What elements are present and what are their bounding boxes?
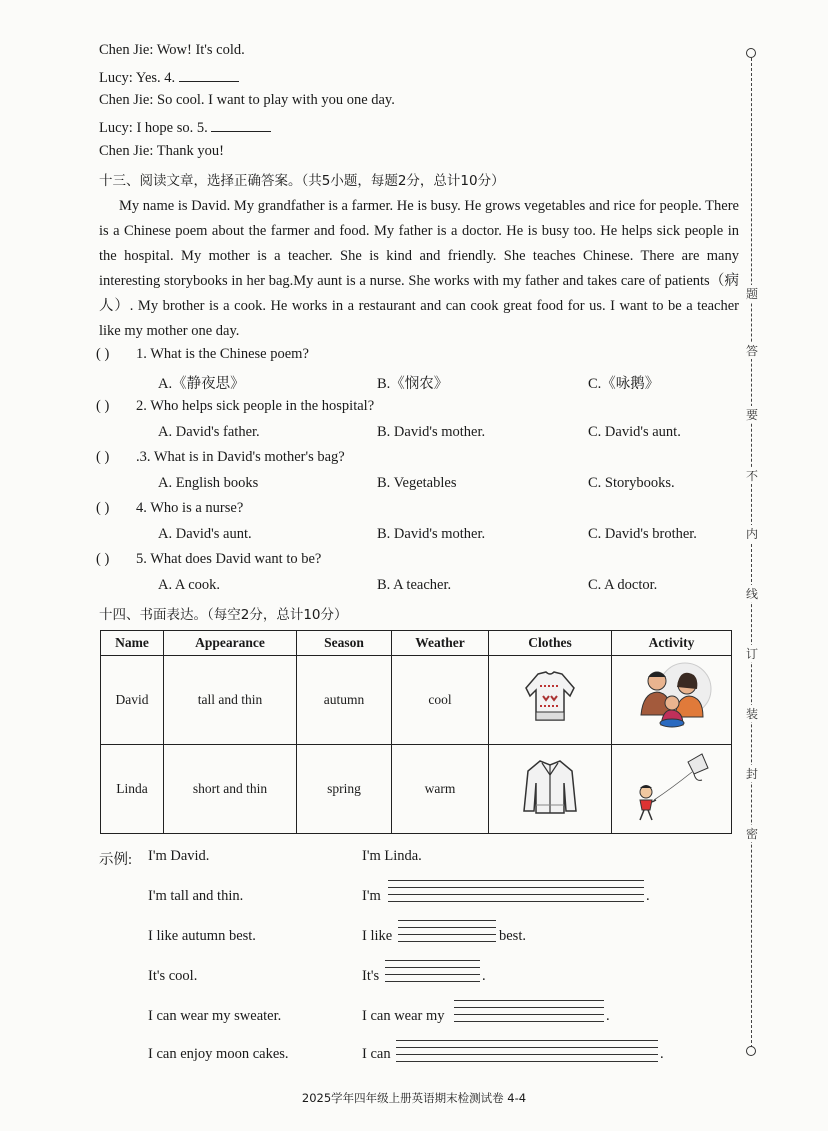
option-b: B. A teacher. <box>377 577 452 593</box>
cell-clothes <box>489 656 612 745</box>
question-text: 1. What is the Chinese poem? <box>136 346 309 362</box>
linda-suffix: . <box>482 968 486 984</box>
option-c: C. David's aunt. <box>588 424 681 440</box>
margin-char: 订 <box>742 645 762 662</box>
dialogue-line-1: Chen Jie: Wow! It's cold. <box>99 42 245 58</box>
question-text: 5. What does David want to be? <box>136 551 322 567</box>
cell-weather: cool <box>392 656 489 745</box>
cell-appearance: short and thin <box>164 745 297 834</box>
answer-paren[interactable]: ( ) <box>96 551 110 567</box>
margin-char: 要 <box>742 406 762 423</box>
section-13-title: 十三、阅读文章，选择正确答案。（共5小题，每题2分，总计10分） <box>99 173 505 189</box>
question-4 <box>96 500 243 517</box>
cell-activity <box>612 745 732 834</box>
answer-blank-4[interactable] <box>179 67 239 82</box>
page-footer: 2025学年四年级上册英语期末检测试卷 4-4 <box>301 1091 527 1105</box>
example-sentence: I like autumn best. <box>148 928 256 944</box>
example-sentence: I can enjoy moon cakes. <box>148 1046 289 1062</box>
dialogue-line-4: Lucy: I hope so. 5. <box>99 117 271 137</box>
question-text: 2. Who helps sick people in the hospital? <box>136 398 375 414</box>
dialogue-line-2: Lucy: Yes. 4. <box>99 67 239 87</box>
dialogue-line-3: Chen Jie: So cool. I want to play with you one day. <box>99 92 395 108</box>
linda-suffix: . <box>646 888 650 904</box>
table-row <box>101 656 732 745</box>
linda-sentence: I can wear my <box>362 1008 445 1024</box>
option-c: C. A doctor. <box>588 577 658 593</box>
option-a: A.《静夜思》 <box>158 376 245 392</box>
question-1 <box>96 346 309 363</box>
table-header: Weather <box>392 631 489 656</box>
linda-sentence: I'm <box>362 888 381 904</box>
margin-char: 线 <box>742 585 762 602</box>
question-text: .3. What is in David's mother's bag? <box>136 449 345 465</box>
linda-sentence: I can <box>362 1046 391 1062</box>
cell-name: Linda <box>101 745 164 834</box>
option-c: C. David's brother. <box>588 526 697 542</box>
linda-suffix: . <box>660 1046 664 1062</box>
cell-season: spring <box>297 745 392 834</box>
example-sentence: I can wear my sweater. <box>148 1008 282 1024</box>
kite-flying-icon <box>622 748 722 826</box>
family-moon-cakes-icon <box>627 659 717 737</box>
option-c: C.《咏鹅》 <box>588 376 660 392</box>
answer-paren[interactable]: ( ) <box>96 449 110 465</box>
option-a: A. A cook. <box>158 577 221 593</box>
option-b: B. David's mother. <box>377 424 486 440</box>
option-a: A. David's father. <box>158 424 260 440</box>
table-row <box>101 745 732 834</box>
margin-char: 内 <box>742 525 762 542</box>
binding-circle-bottom <box>746 1046 756 1056</box>
linda-suffix: . <box>606 1008 610 1024</box>
jacket-icon <box>520 755 580 819</box>
answer-paren[interactable]: ( ) <box>96 398 110 414</box>
table-header: Clothes <box>489 631 612 656</box>
reading-passage: My name is David. My grandfather is a farmer. He is busy. He grows vegetables and rice for people. There is a Chinese poem about the farmer and food. My father is a doctor. He is busy too. He helps sick people in the hospital. My mother is a teacher. She is kind and friendly. She teaches Chinese. There are many interesting storybooks in her bag.My aunt is a nurse. She works with my father and takes care of patients（病人）. My brother is a cook. He works in a restaurant and can cook great food for us. I want to be a teacher like my mother one day. <box>99 198 739 339</box>
option-a: A. English books <box>158 475 259 491</box>
table-header: Season <box>297 631 392 656</box>
linda-sentence: It's <box>362 968 380 984</box>
linda-sentence: I'm Linda. <box>362 848 422 864</box>
answer-blank-5[interactable] <box>211 117 271 132</box>
linda-sentence: I like <box>362 928 393 944</box>
option-b: B. Vegetables <box>377 475 457 491</box>
table-header: Name <box>101 631 164 656</box>
cell-name: David <box>101 656 164 745</box>
option-b: B.《悯农》 <box>377 376 449 392</box>
section-14-title: 十四、书面表达。（每空2分，总计10分） <box>99 607 348 623</box>
margin-char: 不 <box>742 467 762 484</box>
sweater-icon <box>518 666 582 730</box>
cell-weather: warm <box>392 745 489 834</box>
table-header: Activity <box>612 631 732 656</box>
margin-char: 装 <box>742 705 762 722</box>
dialogue-line-5: Chen Jie: Thank you! <box>99 143 224 159</box>
answer-paren[interactable]: ( ) <box>96 500 110 516</box>
binding-line <box>751 58 752 1048</box>
cell-season: autumn <box>297 656 392 745</box>
margin-char: 密 <box>742 825 762 842</box>
question-3 <box>96 449 345 466</box>
option-c: C. Storybooks. <box>588 475 675 491</box>
option-a: A. David's aunt. <box>158 526 252 542</box>
answer-paren[interactable]: ( ) <box>96 346 110 362</box>
cell-clothes <box>489 745 612 834</box>
question-5 <box>96 551 321 568</box>
example-label: 示例: <box>99 852 133 868</box>
table-header: Appearance <box>164 631 297 656</box>
margin-char: 封 <box>742 765 762 782</box>
example-sentence: It's cool. <box>148 968 198 984</box>
question-text: 4. Who is a nurse? <box>136 500 244 516</box>
example-sentence: I'm David. <box>148 848 210 864</box>
binding-circle-top <box>746 48 756 58</box>
linda-suffix: best. <box>499 928 526 944</box>
margin-char: 题 <box>742 285 762 302</box>
margin-char: 答 <box>742 342 762 359</box>
info-table <box>100 630 732 834</box>
question-2 <box>96 398 374 415</box>
option-b: B. David's mother. <box>377 526 486 542</box>
cell-activity <box>612 656 732 745</box>
example-sentence: I'm tall and thin. <box>148 888 244 904</box>
cell-appearance: tall and thin <box>164 656 297 745</box>
